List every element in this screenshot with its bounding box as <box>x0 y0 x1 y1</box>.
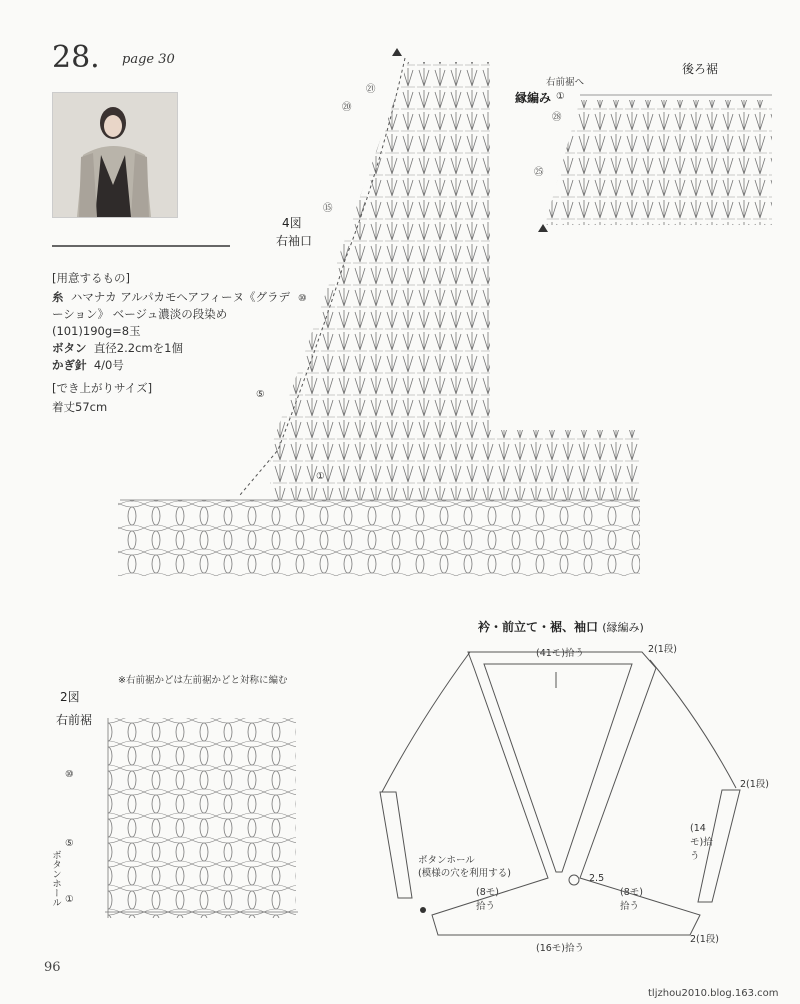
d2-row10: ⑩ <box>65 769 74 780</box>
hook-label: かぎ針 <box>52 358 87 372</box>
d4-row21: ㉑ <box>366 84 376 95</box>
top-rows: 2(1段) <box>648 644 678 655</box>
hole-note: (模様の穴を利用する) <box>418 868 511 879</box>
diagram4-title: 4図 <box>282 216 302 230</box>
diagram2-title: 2図 <box>60 690 80 704</box>
front-hem-chart <box>108 718 296 918</box>
edging-label: 縁編み <box>515 91 552 105</box>
bottom-count: (16モ)拾う <box>536 943 585 954</box>
page-number: 96 <box>44 960 61 975</box>
top-count: (41モ)拾う <box>536 648 585 659</box>
diagram4-subtitle: 右袖口 <box>276 234 313 248</box>
yarn-label: 糸 <box>52 290 64 304</box>
back-row25: ㉕ <box>534 167 544 178</box>
lace-band <box>118 500 640 576</box>
materials-heading: [用意するもの] <box>52 271 130 285</box>
diagram2-subtitle: 右前裾 <box>56 713 93 727</box>
side-rows: 2(1段) <box>740 779 770 790</box>
hole-size: 2.5 <box>589 873 605 884</box>
to-right-front-label: 右前裾へ <box>546 77 585 88</box>
schematic-title-text: 衿・前立て・裾、袖口 <box>478 620 599 634</box>
schematic-title-paren: (縁編み) <box>602 621 644 634</box>
d2-row5: ⑤ <box>65 838 74 849</box>
d4-row15: ⑮ <box>323 203 333 214</box>
yarn-text: ハマナカ アルパカモヘアフィーヌ《グラデーション》 ベージュ濃淡の段染め(101)190g=8玉 <box>52 290 290 338</box>
d2-row1: ① <box>65 894 74 905</box>
d2-button-hole: ボタンホール <box>50 850 61 907</box>
hook-text: 4/0号 <box>93 358 124 372</box>
button-text: 直径2.2cmを1個 <box>93 341 183 355</box>
right-count: (8モ)拾う <box>620 887 643 912</box>
d4-row5: ⑤ <box>256 389 265 400</box>
d4-row10: ⑩ <box>298 293 307 304</box>
schematic-drawing <box>380 652 740 935</box>
back-row1: ① <box>556 91 565 102</box>
back-hem-title: 後ろ裾 <box>682 62 719 76</box>
back-hem-chart <box>545 100 772 225</box>
page-reference: page 30 <box>122 52 175 67</box>
left-count: (8モ)拾う <box>476 887 499 912</box>
bottom-rows: 2(1段) <box>690 934 720 945</box>
size-heading: [でき上がりサイズ] <box>52 381 153 395</box>
button-label: ボタン <box>52 341 87 355</box>
size-text: 着丈57cm <box>52 400 108 414</box>
back-row28: ㉘ <box>552 112 562 123</box>
d4-row20: ⑳ <box>342 102 352 113</box>
pattern-number: 28. <box>52 40 100 75</box>
hole-label: ボタンホール <box>418 855 475 866</box>
source-credit: tljzhou2010.blog.163.com <box>648 988 779 999</box>
diagram2-note: ※右前裾かどは左前裾かどと対称に編む <box>118 675 288 686</box>
side-count: (14モ)拾う <box>690 823 713 862</box>
